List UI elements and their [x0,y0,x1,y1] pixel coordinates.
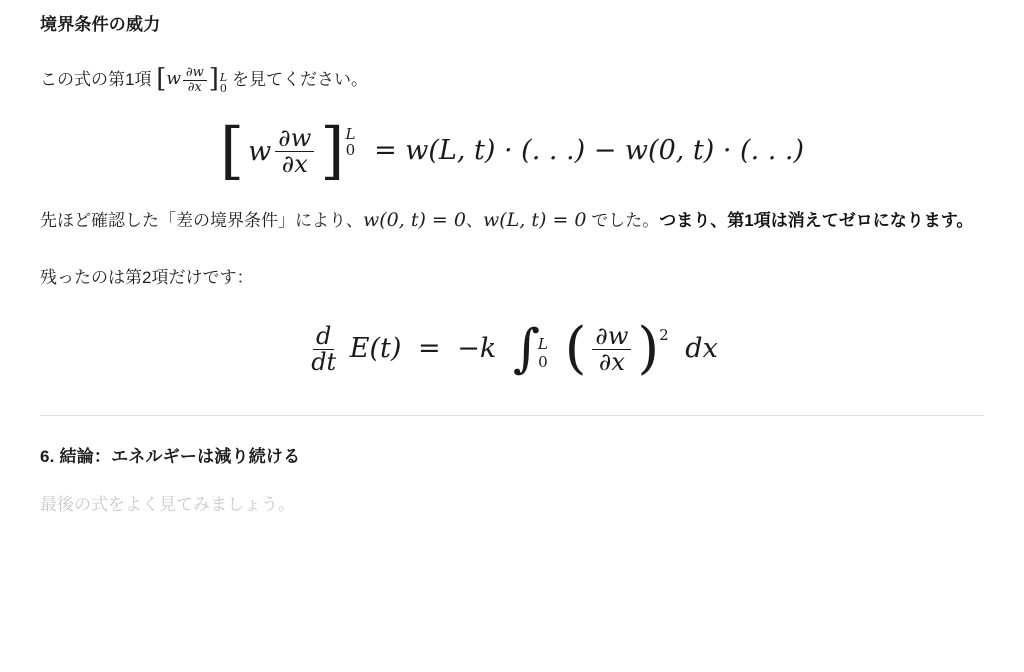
paragraph-boundary-condition [40,203,984,238]
equation2-partial-den: ∂x [598,347,625,376]
paragraph-intro-text-after: を見てください。 [227,69,368,89]
paragraph-intro [40,64,984,96]
inline-partial-num: ∂w [183,66,207,81]
paragraph-bc-math1: w(0, t) = 0 [363,209,466,232]
equation2-partial-num: ∂w [592,324,631,350]
paragraph-bc-part3: でした。 [586,211,660,231]
equation1-bracket-open: [ [219,114,245,188]
inline-bracket-close: ] [208,64,219,95]
paragraph-remaining-term: 残ったのは第2項だけです： [40,268,254,288]
integral-symbol-icon: ∫ [512,319,540,380]
equation1-bracket-group [219,114,356,188]
inline-w: w [166,69,181,90]
equation1-rhs: = w(L, t) · (. . .) − w(0, t) · (. . .) [374,134,805,166]
equation2-equals: = [418,332,441,364]
equation1-bracket-close: ] [320,114,345,188]
equation2-integral [512,319,548,380]
equation2-ddt-den: dt [311,347,337,376]
equation1-limits [345,126,355,160]
paragraph-intro-text-before: この式の第1項 [40,69,157,89]
equation1-body [244,123,320,178]
equation1-partial-fraction [275,123,314,178]
inline-boundary-term [156,64,227,95]
equation-energy-derivative [40,316,984,382]
paragraph-bc-bold: つまり、第1項は消えてゼロになります。 [659,211,974,231]
equation2-integral-upper: L [537,334,548,353]
equation2-dx: dx [685,332,718,364]
paragraph-bc-part1: 先ほど確認した「差の境界条件」により、 [40,211,363,231]
equation2-minus-k: −k [457,332,497,364]
section-divider [40,415,984,416]
equation2-exponent: 2 [659,325,669,344]
inline-partial-fraction [183,66,207,94]
inline-limit-lower: 0 [219,81,227,95]
equation1-partial-den: ∂x [281,149,308,178]
equation2-paren-body [586,321,637,376]
equation1-limit-lower: 0 [345,141,356,160]
section-heading-conclusion: 6. 結論：エネルギーは減り続ける [40,447,301,467]
inline-partial-den: ∂x [187,79,202,95]
equation-boundary-term [40,114,984,188]
equation2-paren-close: ) [637,316,660,382]
paragraph-bc-part2: 、 [465,211,483,231]
equation1-partial-num: ∂w [275,126,314,152]
equation2-partial-fraction [592,321,631,376]
equation1-w: w [248,135,272,167]
equation2-paren-open: ( [564,316,587,382]
equation2-energy: E(t) [349,332,402,364]
equation2-ddt-num: d [313,324,334,350]
equation1-limit-upper: L [345,124,356,143]
inline-bracket-open: [ [156,64,167,95]
equation2-paren-group [564,316,669,382]
equation2-ddt-fraction [308,321,339,376]
equation2-integral-limits [537,333,548,371]
subheading: 境界条件の威力 [40,15,161,34]
paragraph-bc-math2: w(L, t) = 0 [482,209,587,232]
paragraph-faded-bottom: 最後の式をよく見てみましょう。 [40,495,295,515]
inline-limit-upper: L [219,70,228,84]
equation2-integral-lower: 0 [538,352,548,371]
document-page [0,12,1024,672]
